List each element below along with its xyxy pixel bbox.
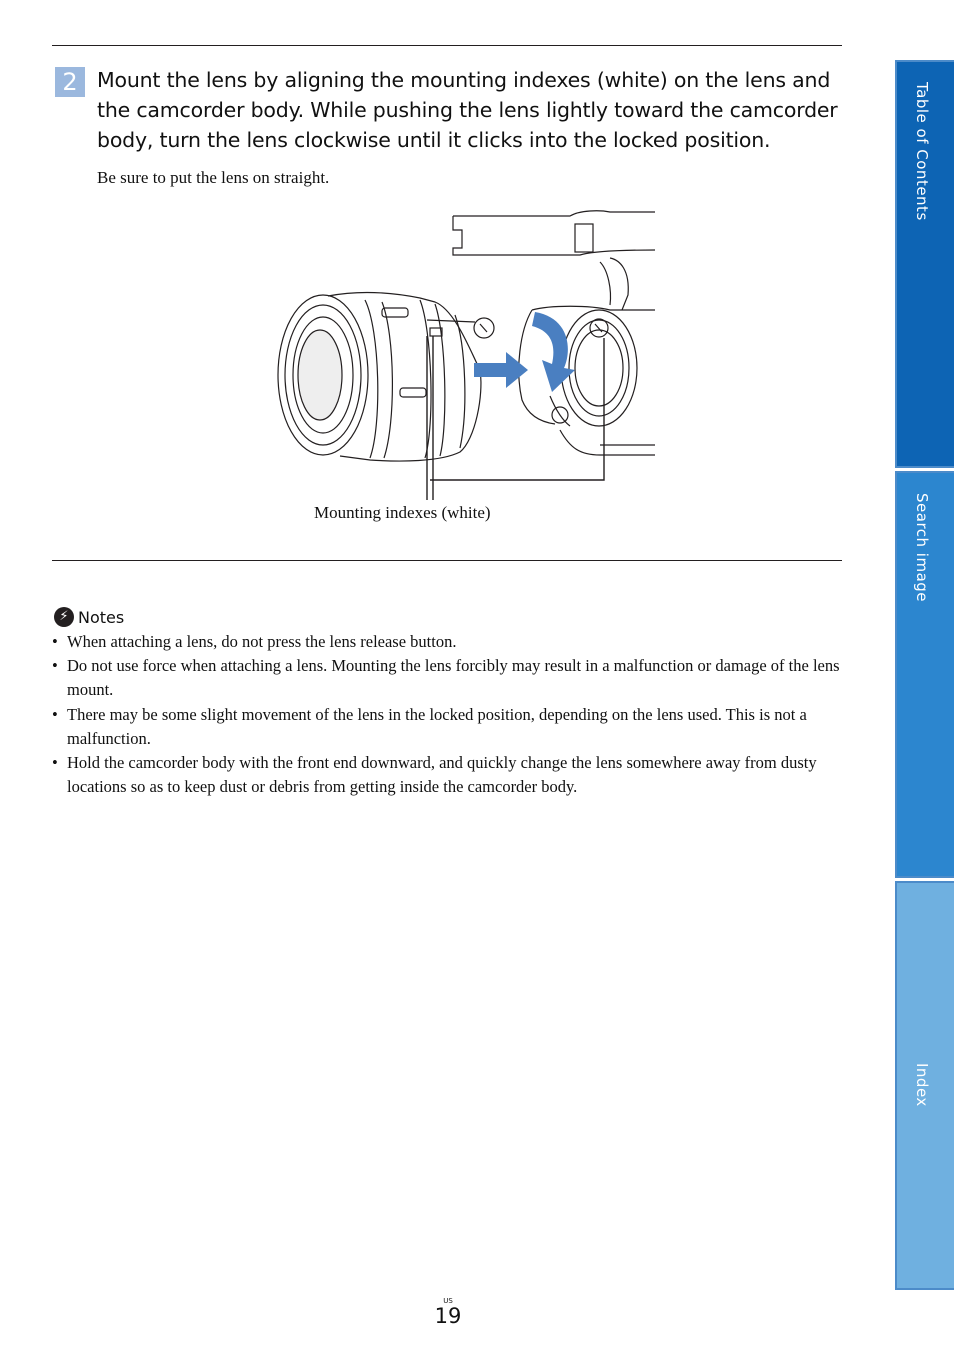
section-rule xyxy=(52,560,842,561)
notes-title: Notes xyxy=(78,607,125,627)
notes-list xyxy=(52,630,847,799)
page-number: 19 xyxy=(434,1304,462,1328)
page-number-block xyxy=(433,1297,463,1327)
notes-header xyxy=(54,605,124,629)
tab-search-image[interactable] xyxy=(895,471,954,878)
figure-caption: Mounting indexes (white) xyxy=(314,503,491,522)
tab-index[interactable] xyxy=(895,881,954,1290)
sidebar-nav xyxy=(895,60,954,1290)
notes-warning-icon: ⚡ xyxy=(54,607,74,627)
tab-search-image-label: Search image xyxy=(913,493,931,603)
note-item: • Do not use force when attaching a lens. Mounting the lens forcibly may result in a malfunction or damage of the lens mount. xyxy=(52,654,847,702)
step-subtext: Be sure to put the lens on straight. xyxy=(97,168,330,187)
page-region: US xyxy=(443,1297,453,1305)
note-item: • Hold the camcorder body with the front end downward, and quickly change the lens somewhere away from dusty locations so as to keep dust or debris from getting inside the camcorder body. xyxy=(52,751,847,799)
note-item: • When attaching a lens, do not press the lens release button. xyxy=(52,630,847,654)
tab-table-of-contents-label: Table of Contents xyxy=(913,82,931,221)
lens-mounting-illustration xyxy=(270,200,660,500)
tab-index-label: Index xyxy=(913,1063,931,1107)
step-instruction: Mount the lens by aligning the mounting indexes (white) on the lens and the camcorder body. While pushing the lens lightly toward the camcorder body, turn the lens clockwise until it clicks into the locked position. xyxy=(97,68,838,152)
tab-table-of-contents[interactable] xyxy=(895,60,954,468)
top-rule xyxy=(52,45,842,46)
step-number-badge: 2 xyxy=(55,67,85,97)
note-item: • There may be some slight movement of the lens in the locked position, depending on the lens used. This is not a malfunction. xyxy=(52,703,847,751)
